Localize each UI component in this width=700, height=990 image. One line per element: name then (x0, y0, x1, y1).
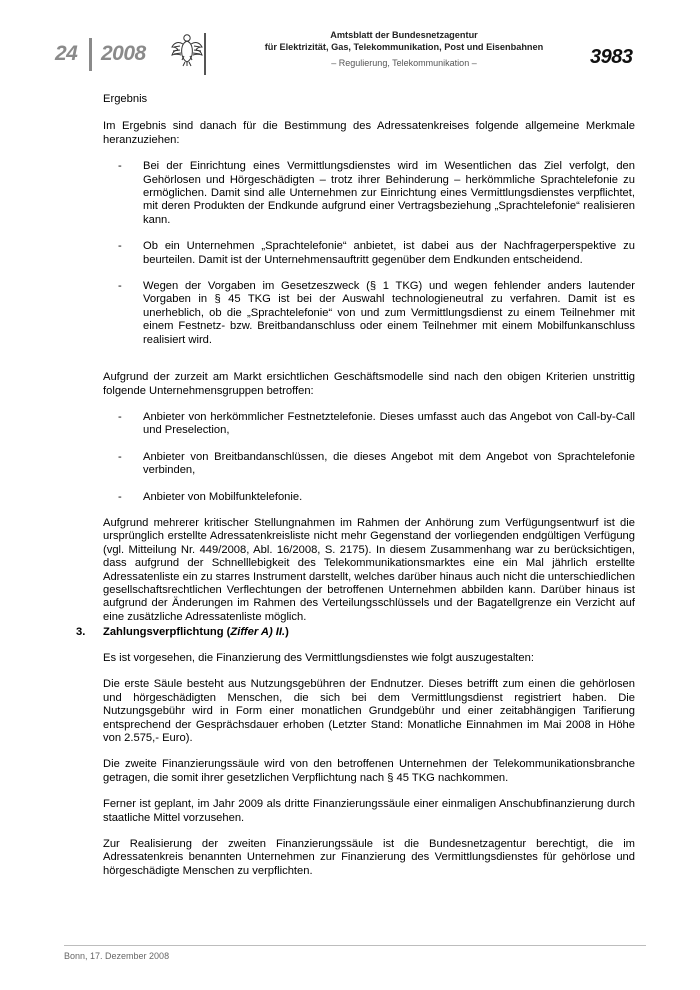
section-title (103, 626, 289, 639)
main-content (103, 93, 635, 637)
section-paragraph: Die zweite Finanzierungssäule wird von den betroffenen Unternehmen der Telekommunikationsbranche getragen, die somit ihrer gesetzlichen Verpflichtung nach § 45 TKG nachkommen. (103, 758, 635, 784)
page-number: 3983 (590, 46, 633, 68)
list-item (103, 280, 635, 347)
dash-bullet: - (118, 410, 122, 423)
list-item-text: Bei der Einrichtung eines Vermittlungsdienstes wird im Wesentlichen das Ziel verfolgt, den Gehörlosen und Hörgeschädigten – trotz ihrer Behinderung – herkömmliche Sprachtelefonie zu ermöglichen. Damit sind alle Unternehmen zur Einrichtung eines Vermittlungsdienstes verpflichtet, mit deren Produkten der Endkunde aufgrund einer Vertragsbeziehung „Sprachtelefonie“ realisieren kann. (143, 160, 635, 226)
list-item (103, 160, 635, 227)
groups-intro: Aufgrund der zurzeit am Markt ersichtlichen Geschäftsmodelle sind nach den obigen Kriterien unstrittig folgende Unternehmensgruppen betroffen: (103, 371, 635, 397)
publication-title-line2: für Elektrizität, Gas, Telekommunikation, Post und Eisenbahnen (264, 41, 544, 52)
section-paragraph: Die erste Säule besteht aus Nutzungsgebühren der Endnutzer. Dieses betrifft zum einen die gehörlosen und hörgeschädigten Menschen, die sich bei dem Vermittlungsdienst registriert haben. Die Nutzungsgebühr wird in Form einer monatlichen Grundgebühr und einer zeitabhängigen Tarifierung entsprechend der Gesprächsdauer erhoben (Letzter Stand: Monatliche Einnahmen im Mai 2008 in Höhe von 2.575,- Euro). (103, 678, 635, 745)
section-content (103, 652, 635, 891)
federal-eagle-icon (170, 31, 204, 67)
dash-bullet: - (118, 280, 122, 293)
list-item (103, 451, 635, 478)
issue-year: 2008 (101, 42, 146, 65)
dash-bullet: - (118, 160, 122, 173)
dash-bullet: - (118, 450, 122, 463)
result-intro: Im Ergebnis sind danach für die Bestimmung des Adressatenkreises folgende allgemeine Merkmale heranzuziehen: (103, 120, 635, 146)
result-heading: Ergebnis (103, 93, 148, 105)
page-header (0, 0, 700, 80)
list-item-text: Wegen der Vorgaben im Gesetzeszweck (§ 1 TKG) und wegen fehlender anders lautender Vorgaben in § 45 TKG ist bei der Auswahl technologieneutral zu verfahren. Damit ist es unerheblich, ob die „Sprachtelefonie“ von und zum Vermittlungsdienst zu einem Teilnehmer mit einem Festnetz- bzw. Breitbandanschluss oder einem Teilnehmer mit einem Mobilfunkanschluss realisiert wird. (143, 280, 635, 346)
section-paragraph: Zur Realisierung der zweiten Finanzierungssäule ist die Bundesnetzagentur berechtigt, die im Adressatenkreis benannten Unternehmen zur Finanzierung des Vermittlungsdienstes für gehörlose und hörgeschädigte Menschen zu verpflichten. (103, 838, 635, 877)
list-item-text: Anbieter von herkömmlicher Festnetztelefonie. Dieses umfasst auch das Angebot von Call-by-Call und Preselection, (143, 410, 635, 437)
criteria-list (103, 160, 635, 347)
section-paragraph: Ferner ist geplant, im Jahr 2009 als dritte Finanzierungssäule einer einmaligen Anschubfinanzierung durch staatliche Mittel vorzusehen. (103, 798, 635, 824)
list-item-text: Ob ein Unternehmen „Sprachtelefonie“ anbietet, ist dabei aus der Nachfragerperspektive zu beurteilen. Damit ist der Unternehmensauftritt gegenüber dem Endkunden entscheidend. (143, 240, 635, 266)
issue-divider (89, 38, 92, 71)
list-item-text: Anbieter von Breitbandanschlüssen, die dieses Angebot mit dem Angebot von Sprachtelefonie verbinden, (143, 450, 635, 477)
footer-rule (64, 945, 646, 946)
footer-place-date: Bonn, 17. Dezember 2008 (64, 951, 170, 961)
publication-title (224, 30, 584, 53)
list-item (103, 240, 635, 267)
dash-bullet: - (118, 240, 122, 253)
section-title-main: Zahlungsverpflichtung ( (103, 626, 231, 638)
section-title-end: ) (285, 626, 289, 638)
issue-number: 24 (55, 42, 78, 65)
list-item (103, 491, 635, 504)
list-item-text: Anbieter von Mobilfunktelefonie. (143, 490, 303, 503)
section-number: 3. (76, 626, 86, 638)
dash-bullet: - (118, 490, 122, 503)
publication-title-line1: Amtsblatt der Bundesnetzagentur (330, 30, 478, 40)
section-title-reference: Ziffer A) II. (230, 626, 286, 638)
list-item (103, 411, 635, 438)
publication-subtitle: – Regulierung, Telekommunikation – (331, 58, 477, 68)
section-paragraph: Es ist vorgesehen, die Finanzierung des Vermittlungsdienstes wie folgt auszugestalten: (103, 652, 534, 664)
hearing-paragraph: Aufgrund mehrerer kritischer Stellungnahmen im Rahmen der Anhörung zum Verfügungsentwurf ist die ursprünglich erstellte Adressatenkreisliste nicht mehr Gegenstand der vorliegenden endgültigen Verfügung (vgl. Mitteilung Nr. 449/2008, Abl. 16/2008, S. 2175). In diesem Zusammenhang war zu berücksichtigen, dass aufgrund der Schnelllebigkeit des Telekommunikationsmarktes eine ein Mal jährlich erstellte Adressatenliste ein zu starres Instrument darstellt, welches darüber hinaus auch nicht die unterschiedlichen gesellschaftsrechtlichen Verflechtungen der betroffenen Unternehmen abbilden kann. Darüber hinaus ist aufgrund der Änderungen im Rahmen des Verteilungsschlüssels und der Bagatellgrenze ein Verzicht auf eine zusätzliche Adressatenliste möglich. (103, 516, 635, 623)
groups-list (103, 411, 635, 504)
header-rule (204, 33, 206, 75)
